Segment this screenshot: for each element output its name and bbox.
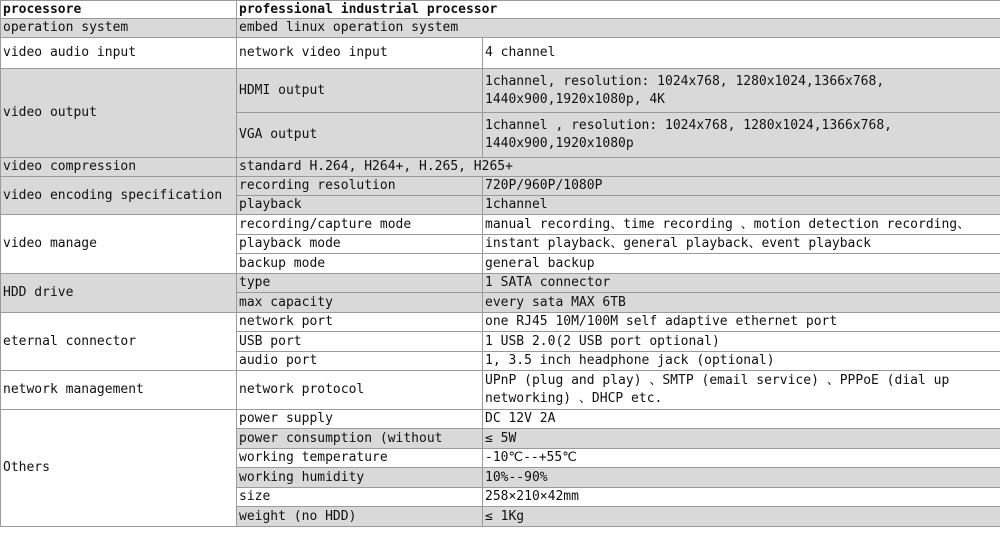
sub-recording-resolution: recording resolution	[237, 177, 483, 196]
table-row	[1, 313, 1000, 332]
sub-max-capacity: max capacity	[237, 293, 483, 313]
sub-size: size	[237, 488, 483, 507]
value-playback-mode: instant playback、general playback、event playback	[483, 235, 1000, 254]
header-processor: processore	[1, 1, 237, 19]
sub-audio-port: audio port	[237, 352, 483, 371]
sub-hdmi-output: HDMI output	[237, 69, 483, 113]
value-network-protocol: UPnP (plug and play) 、SMTP (email service) 、PPPoE (dial up networking) 、DHCP etc.	[483, 371, 1000, 410]
value-max-capacity: every sata MAX 6TB	[483, 293, 1000, 313]
value-video-compression: standard H.264, H264+, H.265, H265+	[237, 158, 1000, 177]
category-eternal-connector: eternal connector	[1, 313, 237, 371]
value-vga-output: 1channel , resolution: 1024x768, 1280x1024,1366x768, 1440x900,1920x1080p	[483, 113, 1000, 158]
category-others: Others	[1, 410, 237, 527]
category-operation-system: operation system	[1, 19, 237, 38]
table-row	[1, 38, 1000, 69]
sub-power-consumption: power consumption (without	[237, 429, 483, 449]
sub-power-supply: power supply	[237, 410, 483, 429]
table-row	[1, 158, 1000, 177]
table-row	[1, 69, 1000, 113]
sub-recording-capture-mode: recording/capture mode	[237, 215, 483, 235]
category-video-encoding: video encoding specification	[1, 177, 237, 215]
value-backup-mode: general backup	[483, 254, 1000, 274]
value-network-video-input: 4 channel	[483, 38, 1000, 69]
table-header-row	[1, 1, 1000, 19]
table-row	[1, 274, 1000, 293]
sub-network-video-input: network video input	[237, 38, 483, 69]
category-network-management: network management	[1, 371, 237, 410]
sub-network-protocol: network protocol	[237, 371, 483, 410]
value-operation-system: embed linux operation system	[237, 19, 1000, 38]
sub-working-humidity: working humidity	[237, 468, 483, 488]
sub-weight: weight (no HDD)	[237, 507, 483, 527]
table-row	[1, 19, 1000, 38]
value-weight: ≤ 1Kg	[483, 507, 1000, 527]
value-working-humidity: 10%--90%	[483, 468, 1000, 488]
value-working-temperature: -10℃--+55℃	[483, 449, 1000, 468]
category-video-output: video output	[1, 69, 237, 158]
value-power-consumption: ≤ 5W	[483, 429, 1000, 449]
table-row	[1, 371, 1000, 410]
value-recording-capture-mode: manual recording、time recording 、motion detection recording、	[483, 215, 1000, 235]
sub-backup-mode: backup mode	[237, 254, 483, 274]
value-hdmi-output: 1channel, resolution: 1024x768, 1280x1024,1366x768, 1440x900,1920x1080p, 4K	[483, 69, 1000, 113]
sub-working-temperature: working temperature	[237, 449, 483, 468]
sub-playback-mode: playback mode	[237, 235, 483, 254]
value-network-port: one RJ45 10M/100M self adaptive ethernet port	[483, 313, 1000, 332]
value-recording-resolution: 720P/960P/1080P	[483, 177, 1000, 196]
sub-vga-output: VGA output	[237, 113, 483, 158]
value-playback: 1channel	[483, 196, 1000, 215]
table-row	[1, 215, 1000, 235]
category-video-manage: video manage	[1, 215, 237, 274]
value-power-supply: DC 12V 2A	[483, 410, 1000, 429]
header-product: professional industrial processor	[237, 1, 1000, 19]
sub-network-port: network port	[237, 313, 483, 332]
value-type: 1 SATA connector	[483, 274, 1000, 293]
value-usb-port: 1 USB 2.0(2 USB port optional)	[483, 332, 1000, 352]
table-row	[1, 177, 1000, 196]
category-video-audio-input: video audio input	[1, 38, 237, 69]
category-hdd-drive: HDD drive	[1, 274, 237, 313]
category-video-compression: video compression	[1, 158, 237, 177]
table-row	[1, 410, 1000, 429]
sub-playback: playback	[237, 196, 483, 215]
value-size: 258×210×42mm	[483, 488, 1000, 507]
value-audio-port: 1, 3.5 inch headphone jack (optional)	[483, 352, 1000, 371]
sub-usb-port: USB port	[237, 332, 483, 352]
sub-type: type	[237, 274, 483, 293]
